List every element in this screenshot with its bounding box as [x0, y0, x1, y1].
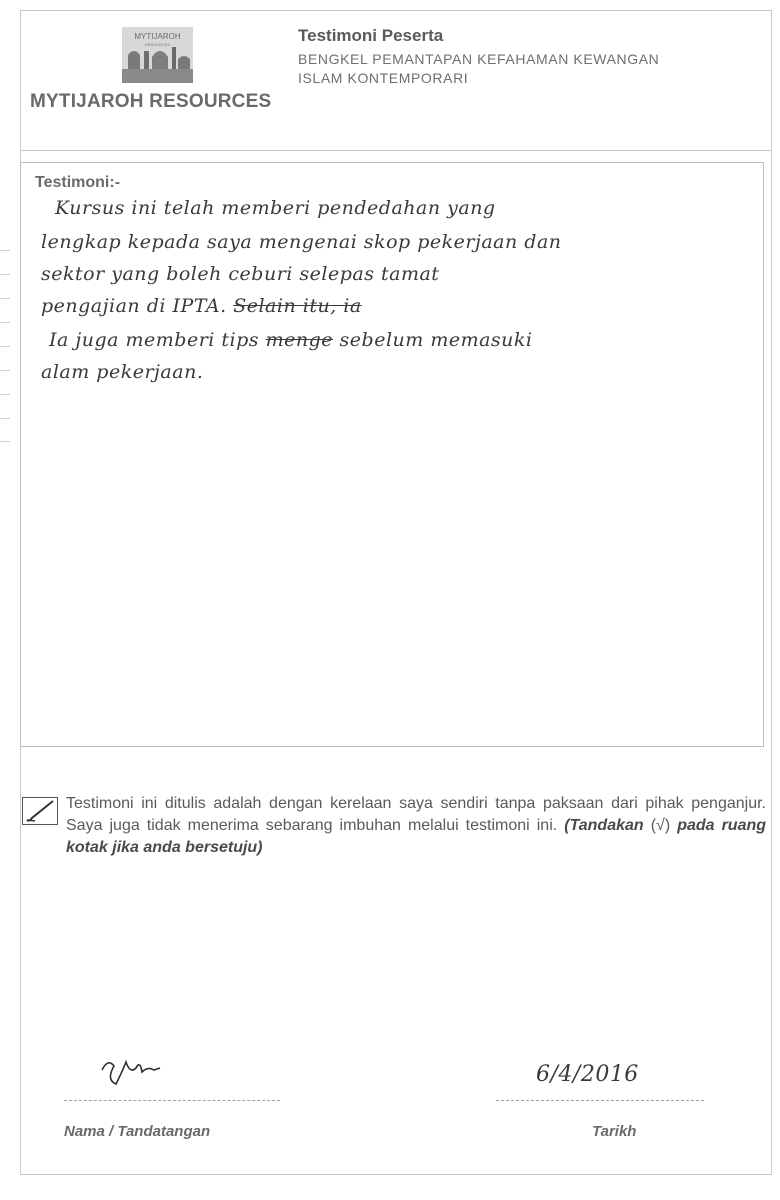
- struck-text-2: menge: [265, 329, 333, 351]
- testimony-line-5: [49, 329, 533, 351]
- form-subtitle-line-2: ISLAM KONTEMPORARI: [298, 70, 469, 86]
- form-subtitle-line-1: BENGKEL PEMANTAPAN KEFAHAMAN KEWANGAN: [298, 51, 660, 67]
- testimony-line-3: sektor yang boleh ceburi selepas tamat: [41, 263, 440, 285]
- name-signature-line[interactable]: [64, 1100, 280, 1101]
- testimony-label: Testimoni:-: [35, 174, 121, 191]
- consent-checkbox[interactable]: [22, 797, 58, 825]
- testimony-line-5-a: Ia juga memberi tips: [49, 329, 260, 351]
- testimony-line-2: lengkap kepada saya mengenai skop pekerjaan dan: [41, 231, 562, 253]
- logo-text: MYTIJAROH: [134, 32, 181, 41]
- consent-text: Testimoni ini ditulis adalah dengan kerelaan saya sendiri tanpa paksaan dari pihak penganjur. Saya juga tidak menerima sebarang imbuhan melalui testimoni ini.: [66, 795, 766, 834]
- consent-instruction-a: (Tandakan: [564, 817, 644, 834]
- mosque-logo-icon: [120, 25, 195, 85]
- testimony-box[interactable]: [20, 162, 764, 747]
- company-logo: [30, 25, 280, 120]
- struck-text-1: Selain itu, ia: [233, 295, 362, 317]
- header-divider: [20, 150, 772, 151]
- company-name: MYTIJAROH RESOURCES: [30, 91, 272, 112]
- date-line[interactable]: [496, 1100, 704, 1101]
- form-title: Testimoni Peserta: [298, 26, 444, 45]
- signature-icon: [96, 1050, 176, 1090]
- date-label: Tarikh: [592, 1123, 637, 1140]
- testimony-line-4: [41, 295, 362, 317]
- consent-instruction-b: pada ruang kotak jika anda bersetuju): [66, 817, 767, 856]
- testimony-line-5-b: sebelum memasuki: [339, 329, 533, 351]
- margin-marks: [0, 250, 10, 442]
- testimony-line-1: Kursus ini telah memberi pendedahan yang: [55, 197, 496, 219]
- logo-subtext: RESOURCES: [144, 42, 171, 47]
- date-value[interactable]: 6/4/2016: [536, 1062, 639, 1087]
- form-title-block: [298, 26, 748, 88]
- consent-statement: [66, 793, 766, 859]
- checkmark-icon: [23, 798, 57, 824]
- consent-instruction-check: (√): [650, 817, 671, 834]
- testimony-line-4-text: pengajian di IPTA.: [41, 295, 227, 317]
- name-label: Nama / Tandatangan: [64, 1123, 211, 1140]
- testimony-line-6: alam pekerjaan.: [41, 361, 204, 383]
